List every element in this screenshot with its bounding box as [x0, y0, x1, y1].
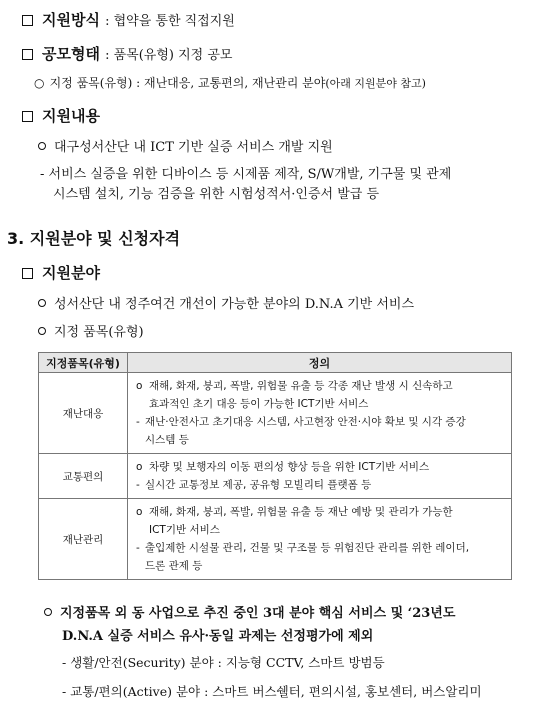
- exclusion-line1-text: 지정품목 외 동 사업으로 추진 중인 3대 분야 핵심 서비스 및 ‘23년도: [60, 606, 456, 621]
- support-field-item1-text: 성서산단 내 정주여건 개선이 가능한 분야의 D.N.A 기반 서비스: [54, 297, 415, 312]
- support-method-title: 지원방식: [42, 11, 100, 29]
- definition-line: ICT기반 서비스: [149, 524, 220, 536]
- exclusion-line1: [44, 602, 455, 621]
- support-field-title: 지원분야: [42, 264, 100, 282]
- definition-line: 시스템 등: [145, 434, 189, 446]
- exclusion-sub2: - 교통/편의(Active) 분야 : 스마트 버스쉘터, 편의시설, 홍보센터, 버스알리미: [62, 684, 482, 699]
- definition-line: o 재해, 화재, 붕괴, 폭발, 위험물 유출 등 재난 예방 및 관리가 가능한: [136, 506, 453, 518]
- support-field-item1: [38, 293, 414, 312]
- table-row: [39, 499, 512, 580]
- support-content-title: 지원내용: [42, 107, 100, 125]
- section3-title: 3. 지원분야 및 신청자격: [7, 229, 181, 248]
- table-header-category: 지정품목(유형): [39, 353, 128, 373]
- table-row-category: 재난대응: [39, 373, 128, 454]
- support-field-title-row: [22, 262, 100, 283]
- call-type-desc: : 품목(유형) 지정 공모: [105, 48, 233, 63]
- support-method-row: [22, 9, 235, 30]
- call-type-row: [22, 43, 232, 64]
- table-row: [39, 373, 512, 454]
- definition-line: 드론 관제 등: [145, 560, 203, 572]
- definition-line: o 재해, 화재, 붕괴, 폭발, 위험물 유출 등 각종 재난 발생 시 신속하고: [136, 380, 453, 392]
- table-row-category: 재난관리: [39, 499, 128, 580]
- exclusion-sub1: - 생활/안전(Security) 분야 : 지능형 CCTV, 스마트 방범등: [62, 655, 385, 670]
- definition-line: - 실시간 교통정보 제공, 공유형 모빌리티 플랫폼 등: [136, 479, 372, 491]
- table-row-category: 교통편의: [39, 454, 128, 499]
- definition-line: - 재난·안전사고 초기대응 시스템, 사고현장 안전·시야 확보 및 시각 증강: [136, 416, 466, 428]
- square-bullet-icon: [22, 268, 33, 279]
- circle-bullet-icon: [44, 608, 52, 616]
- call-type-title: 공모형태: [42, 45, 100, 63]
- support-field-item2: [38, 321, 144, 340]
- exclusion-line2: D.N.A 실증 서비스 유사·동일 과제는 선정평가에 제외: [62, 629, 374, 644]
- designated-items-row: ○ 지정 품목(유형) : 재난대응, 교통편의, 재난관리 분야(아래 지원분야 참고): [34, 76, 426, 90]
- support-field-item2-text: 지정 품목(유형): [54, 325, 144, 340]
- support-content-item1: [38, 136, 333, 155]
- square-bullet-icon: [22, 111, 33, 122]
- circle-bullet-icon: [38, 299, 46, 307]
- table-row-definition: [128, 373, 512, 454]
- table-row-definition: [128, 454, 512, 499]
- table-header-definition: 정의: [128, 353, 512, 373]
- designated-items-table: [38, 352, 512, 580]
- table-row-definition: [128, 499, 512, 580]
- definition-line: - 출입제한 시설물 관리, 건물 및 구조물 등 위험진단 관리를 위한 레이더,: [136, 542, 470, 554]
- circle-bullet-icon: [38, 142, 46, 150]
- definition-line: 효과적인 초기 대응 등이 가능한 ICT기반 서비스: [149, 398, 369, 410]
- table-row: [39, 454, 512, 499]
- support-content-item2-line2: 시스템 설치, 기능 검증을 위한 시험성적서·인증서 발급 등: [53, 187, 380, 202]
- support-content-item1-text: 대구성서산단 내 ICT 기반 실증 서비스 개발 지원: [54, 140, 333, 155]
- support-method-desc: : 협약을 통한 직접지원: [105, 14, 235, 29]
- definition-line: o 차량 및 보행자의 이동 편의성 향상 등을 위한 ICT기반 서비스: [136, 461, 430, 473]
- support-content-item2-line1: - 서비스 실증을 위한 디바이스 등 시제품 제작, S/W개발, 기구물 및 관제: [40, 167, 452, 182]
- designated-items-text: 지정 품목(유형) : 재난대응, 교통편의, 재난관리 분야: [49, 76, 326, 90]
- table-header-row: [39, 353, 512, 373]
- support-content-title-row: [22, 105, 100, 126]
- square-bullet-icon: [22, 15, 33, 26]
- designated-items-note: (아래 지원분야 참고): [325, 77, 426, 90]
- square-bullet-icon: [22, 49, 33, 60]
- circle-bullet-icon: [38, 327, 46, 335]
